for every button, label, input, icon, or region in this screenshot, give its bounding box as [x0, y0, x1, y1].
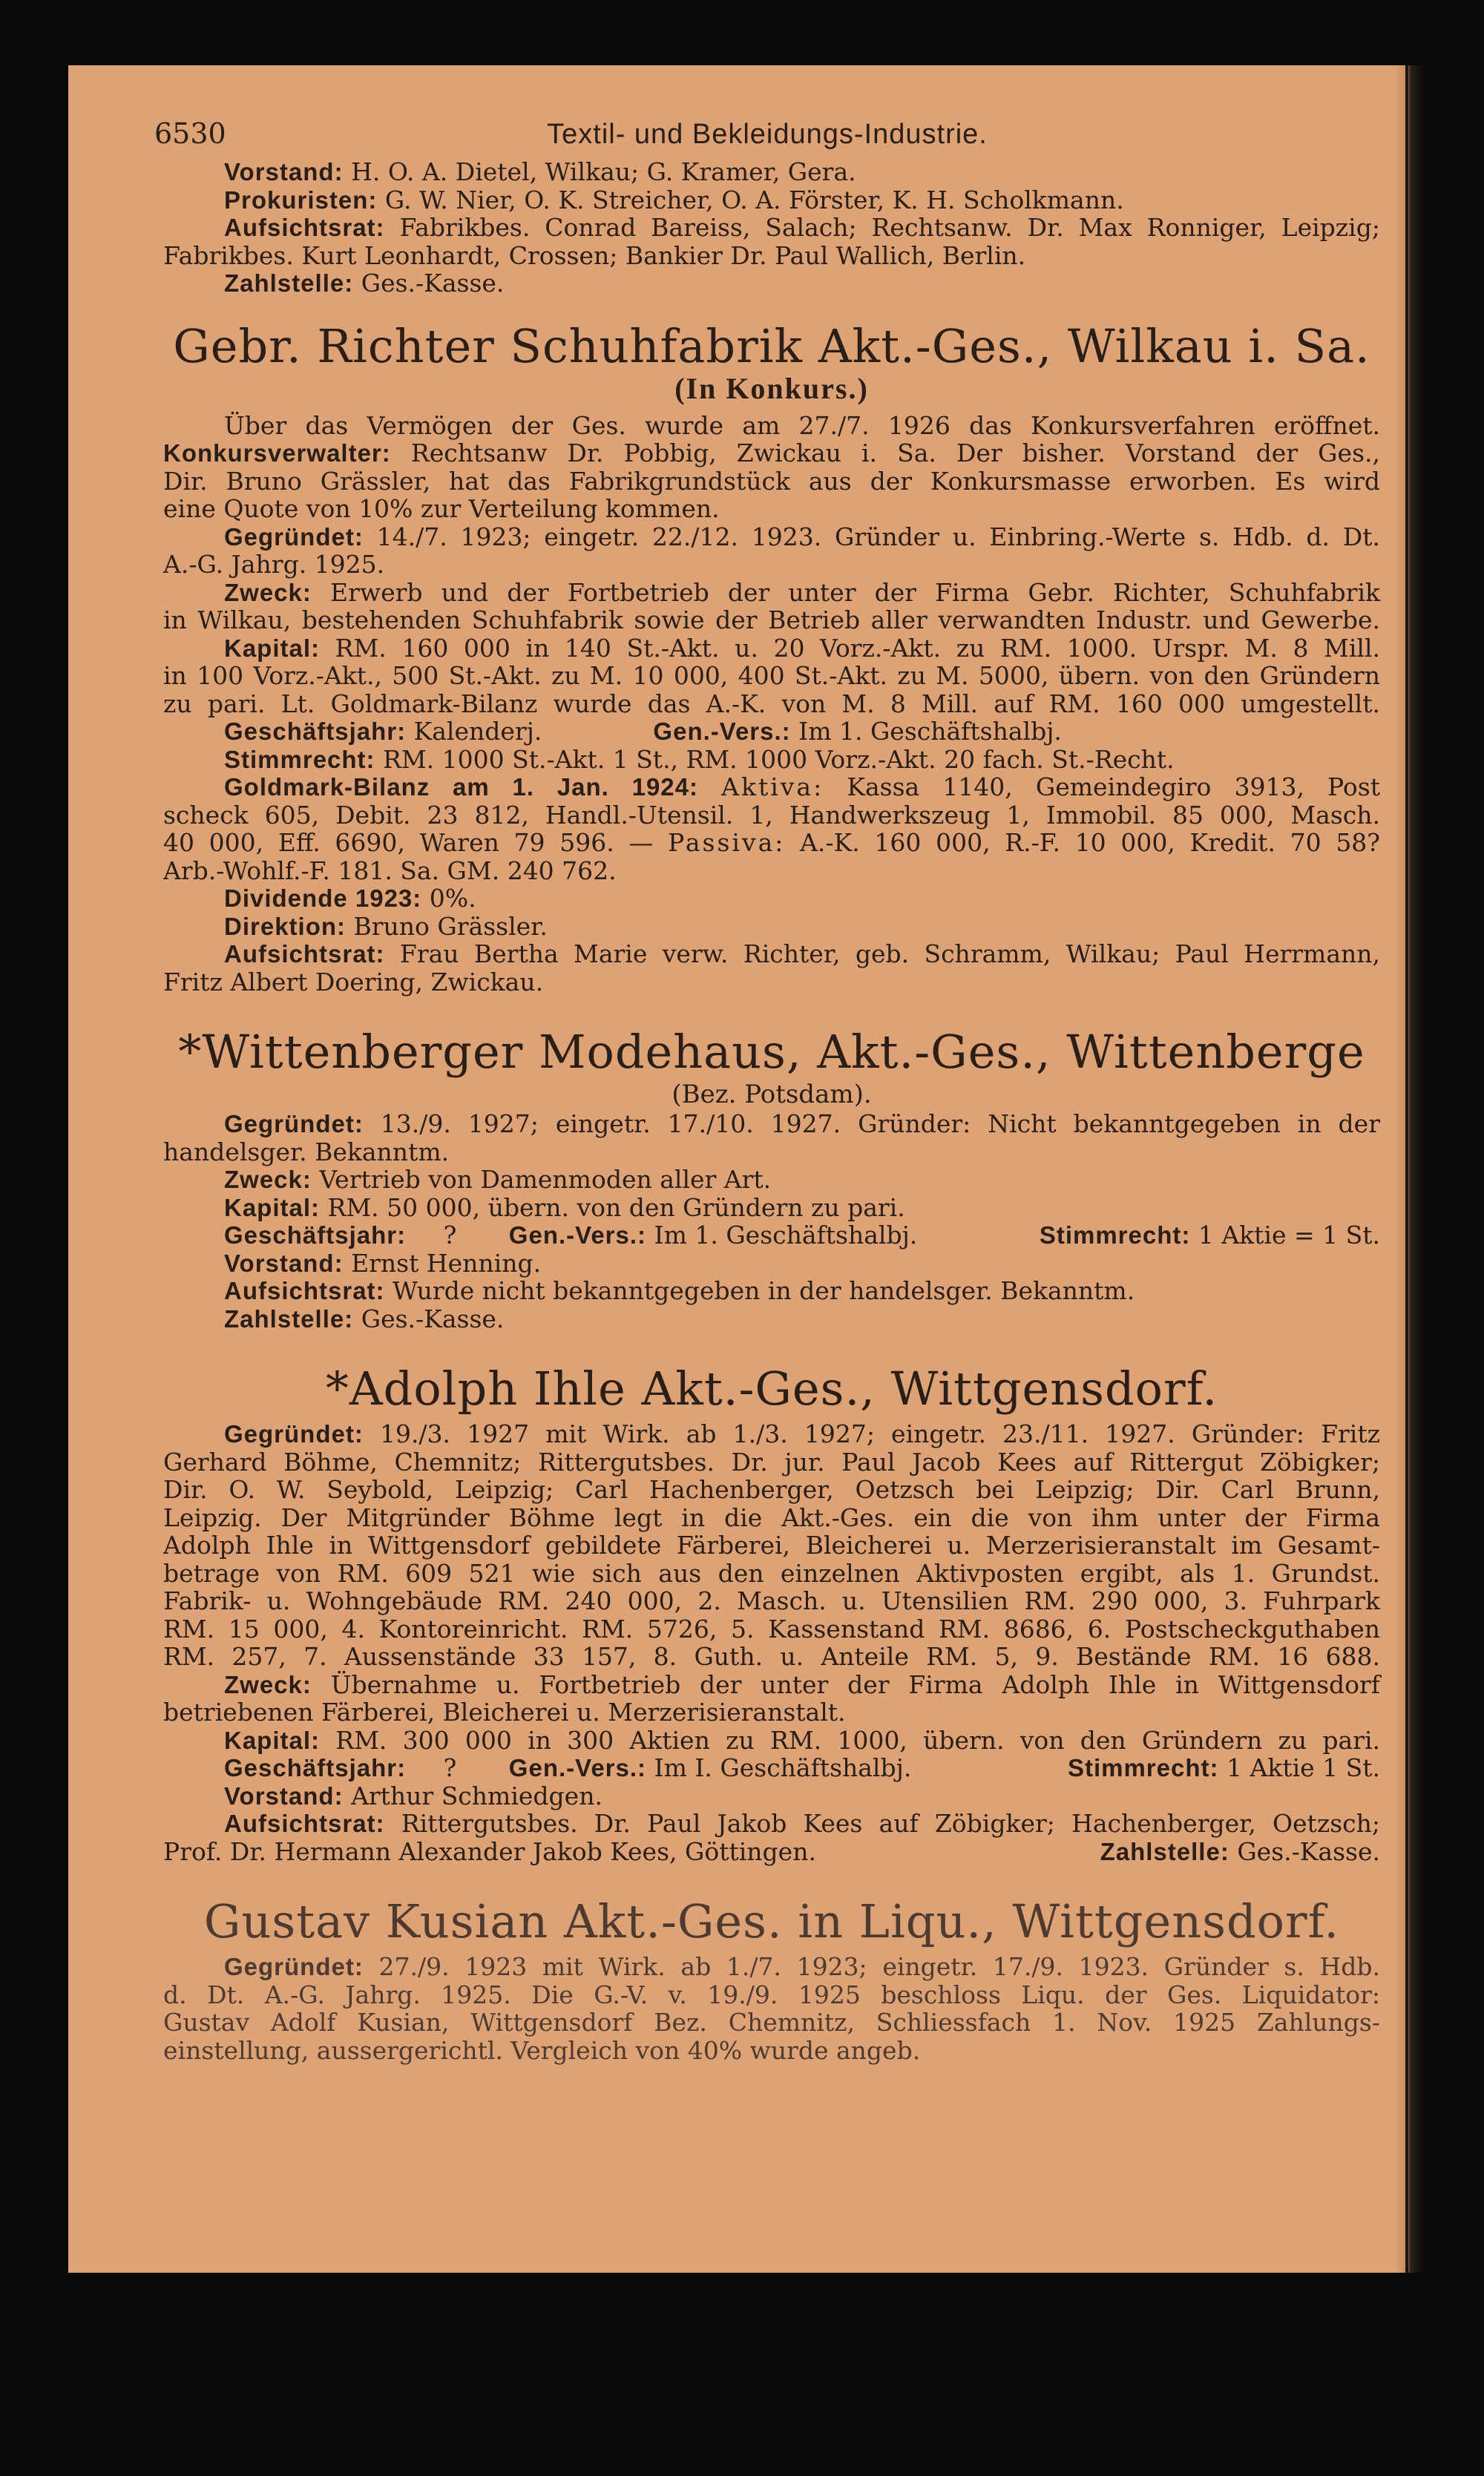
text-line: eine Quote von 10% zur Verteilung kommen.: [163, 494, 720, 523]
zweck-line: Zweck: Erwerb und der Fortbetrieb der unter der Firma Gebr. Richter, Schuhfabrik: [224, 577, 1380, 607]
text-line: in Wilkau, bestehenden Schuhfabrik sowie der Betrieb aller verwandten Industr. und Gewerbe.: [163, 605, 1380, 634]
text-line: betriebenen Färberei, Bleicherei u. Merzerisieranstalt.: [163, 1698, 846, 1727]
zweck-line: Zweck: Übernahme u. Fortbetrieb der unter der Firma Adolph Ihle in Wittgensdorf: [224, 1669, 1380, 1699]
company-title: *Adolph Ihle Akt.-Ges., Wittgensdorf.: [325, 1362, 1218, 1416]
text-line: RM. 257, 7. Aussenstände 33 157, 8. Guth. u. Anteile RM. 5, 9. Bestände RM. 16 688.: [163, 1642, 1380, 1671]
zweck-line: Zweck: Vertrieb von Damenmoden aller Art.: [224, 1165, 772, 1194]
kapital-line: Kapital: RM. 160 000 in 140 St.-Akt. u. 20 Vorz.-Akt. zu RM. 1000. Urspr. M. 8 Mill.: [224, 633, 1380, 663]
gegruendet-line: Gegründet: 19./3. 1927 mit Wirk. ab 1./3. 1927; eingetr. 23./11. 1927. Gründer: Fritz: [224, 1419, 1380, 1448]
aufsichtsrat-line: Aufsichtsrat: Fabrikbes. Conrad Bareiss, Salach; Rechtsanw. Dr. Max Ronniger, Leipzig;: [224, 213, 1380, 242]
zahlstelle-line: Prof. Dr. Hermann Alexander Jakob Kees, Göttingen. Zahlstelle: Ges.-Kasse.: [163, 1836, 1380, 1866]
kapital-line: Kapital: RM. 300 000 in 300 Aktien zu RM. 1000, übern. von den Gründern zu pari.: [224, 1725, 1380, 1755]
company-subtitle: (Bez. Potsdam).: [672, 1080, 872, 1109]
page-content: [154, 117, 1381, 2065]
text-line: scheck 605, Debit. 23 812, Handl.-Utensil. 1, Handwerkszeug 1, Immobil. 85 000, Masch.: [163, 800, 1380, 830]
gegruendet-line: Gegründet: 14./7. 1923; eingetr. 22./12. 1923. Gründer u. Einbring.-Werte s. Hdb. d. Dt.: [224, 522, 1380, 551]
text-line: 40 000, Eff. 6690, Waren 79 596. — Passiva: A.-K. 160 000, R.-F. 10 000, Kredit. 70 58?: [163, 828, 1381, 857]
text-line: in 100 Vorz.-Akt., 500 St.-Akt. zu M. 10 000, 400 St.-Akt. zu M. 5000, übern. von den Gründern: [163, 661, 1380, 690]
book-spine: [1395, 65, 1423, 2273]
entry-ihle: [163, 1362, 1380, 1865]
vorstand-line: Vorstand: H. O. A. Dietel, Wilkau; G. Kramer, Gera.: [224, 157, 856, 186]
zahlstelle-line: Zahlstelle: Ges.-Kasse.: [224, 1304, 505, 1333]
prokuristen-line: Prokuristen: G. W. Nier, O. K. Streicher, O. A. Förster, K. H. Scholkmann.: [224, 185, 1124, 214]
bilanz-line: Goldmark-Bilanz am 1. Jan. 1924: Aktiva: Kassa 1140, Gemeindegiro 3913, Post: [224, 772, 1380, 801]
running-header: [154, 117, 1380, 151]
text-line: einstellung, aussergerichtl. Vergleich von 40% wurde angeb.: [163, 2035, 921, 2065]
text-line: Konkursverwalter: Rechtsanw Dr. Pobbig, Zwickau i. Sa. Der bisher. Vorstand der Ges.,: [163, 439, 1380, 467]
company-subtitle: (In Konkurs.): [674, 371, 869, 405]
text-line: Fabrik- u. Wohngebäude RM. 240 000, 2. Masch. u. Utensilien RM. 290 000, 3. Fuhrpark: [163, 1586, 1380, 1615]
text-line: Über das Vermögen der Ges. wurde am 27./7. 1926 das Konkursverfahren eröffnet.: [224, 410, 1380, 440]
text-line: A.-G. Jahrg. 1925.: [163, 550, 385, 579]
entry-richter: [163, 320, 1380, 996]
company-title: *Wittenberger Modehaus, Akt.-Ges., Wittenberge: [178, 1025, 1365, 1079]
text-line: Gustav Adolf Kusian, Wittgensdorf Bez. Chemnitz, Schliessfach 1. Nov. 1925 Zahlungs-: [163, 2008, 1380, 2037]
page-number: 6530: [154, 117, 226, 150]
previous-entry-tail: [163, 158, 1380, 298]
text-line: zu pari. Lt. Goldmark-Bilanz wurde das A.-K. von M. 8 Mill. auf RM. 160 000 umgestellt.: [163, 689, 1380, 718]
gegruendet-line: Gegründet: 13./9. 1927; eingetr. 17./10. 1927. Gründer: Nicht bekanntgegeben in der: [224, 1109, 1380, 1138]
dividende-line: Dividende 1923: 0%.: [224, 884, 476, 913]
company-title: Gustav Kusian Akt.-Ges. in Liqu., Wittgensdorf.: [203, 1894, 1340, 1948]
text-line: RM. 15 000, 4. Kontoreinricht. RM. 5726, 5. Kassenstand RM. 8686, 6. Postscheckguthaben: [163, 1614, 1380, 1643]
text-line: Fritz Albert Doering, Zwickau.: [163, 967, 544, 996]
vorstand-line: Vorstand: Arthur Schmiedgen.: [224, 1781, 603, 1810]
running-title: Textil- und Bekleidungs-Industrie.: [547, 119, 988, 150]
book-page: [68, 65, 1423, 2273]
vorstand-line: Vorstand: Ernst Henning.: [224, 1248, 542, 1278]
text-line: Leipzig. Der Mitgründer Böhme legt in die Akt.-Ges. ein die von ihm unter der Firma: [163, 1503, 1380, 1532]
company-title: Gebr. Richter Schuhfabrik Akt.-Ges., Wilkau i. Sa.: [173, 318, 1370, 373]
text-line: betrage von RM. 609 521 wie sich aus den einzelnen Aktivposten ergibt, als 1. Grundst.: [163, 1558, 1380, 1588]
direktion-line: Direktion: Bruno Grässler.: [224, 911, 548, 941]
text-line: Dir. Bruno Grässler, hat das Fabrikgrundstück aus der Konkursmasse erworben. Es wird: [163, 466, 1380, 496]
aufsichtsrat-line-2: Fabrikbes. Kurt Leonhardt, Crossen; Bankier Dr. Paul Wallich, Berlin.: [163, 240, 1026, 270]
text-line: handelsger. Bekanntm.: [163, 1137, 450, 1166]
text-line: Arb.-Wohlf.-F. 181. Sa. GM. 240 762.: [163, 856, 617, 885]
text-line: Dir. O. W. Seybold, Leipzig; Carl Hachenberger, Oetzsch bei Leipzig; Dir. Carl Brunn,: [163, 1475, 1380, 1504]
aufsichtsrat-line: Aufsichtsrat: Wurde nicht bekanntgegeben in der handelsger. Bekanntm.: [224, 1276, 1135, 1305]
geschaeftsjahr-line: Geschäftsjahr: ? Gen.-Vers.: Im 1. Geschäftshalbj. Stimmrecht: 1 Aktie = 1 St.: [224, 1221, 1380, 1250]
aufsichtsrat-line: Aufsichtsrat: Rittergutsbes. Dr. Paul Jakob Kees auf Zöbigker; Hachenberger, Oetzsch;: [224, 1809, 1380, 1838]
text-line: Adolph Ihle in Wittgensdorf gebildete Färberei, Bleicherei u. Merzerisieranstalt im Gesamt-: [163, 1531, 1380, 1560]
page-edge-line: [1405, 65, 1408, 2273]
gegruendet-line: Gegründet: 27./9. 1923 mit Wirk. ab 1./7. 1923; eingetr. 17./9. 1923. Gründer s. Hdb.: [224, 1952, 1380, 1981]
zahlstelle-line: Zahlstelle: Ges.-Kasse.: [224, 269, 505, 298]
text-line: d. Dt. A.-G. Jahrg. 1925. Die G.-V. v. 19./9. 1925 beschloss Liqu. der Ges. Liquidator:: [163, 1980, 1380, 2009]
stimmrecht-line: Stimmrecht: RM. 1000 St.-Akt. 1 St., RM. 1000 Vorz.-Akt. 20 fach. St.-Recht.: [224, 744, 1175, 774]
geschaeftsjahr-line: Geschäftsjahr: ? Gen.-Vers.: Im I. Geschäftshalbj. Stimmrecht: 1 Aktie 1 St.: [224, 1753, 1380, 1782]
entry-kusian: [163, 1895, 1380, 2064]
kapital-line: Kapital: RM. 50 000, übern. von den Gründern zu pari.: [224, 1192, 905, 1222]
aufsichtsrat-line: Aufsichtsrat: Frau Bertha Marie verw. Richter, geb. Schramm, Wilkau; Paul Herrmann,: [224, 939, 1380, 968]
text-line: Gerhard Böhme, Chemnitz; Rittergutsbes. Dr. jur. Paul Jacob Kees auf Rittergut Zöbigker;: [163, 1447, 1380, 1477]
geschaeftsjahr-line: Geschäftsjahr: Kalenderj. Gen.-Vers.: Im 1. Geschäftshalbj.: [224, 717, 1062, 746]
entry-modehaus: [163, 1025, 1380, 1333]
